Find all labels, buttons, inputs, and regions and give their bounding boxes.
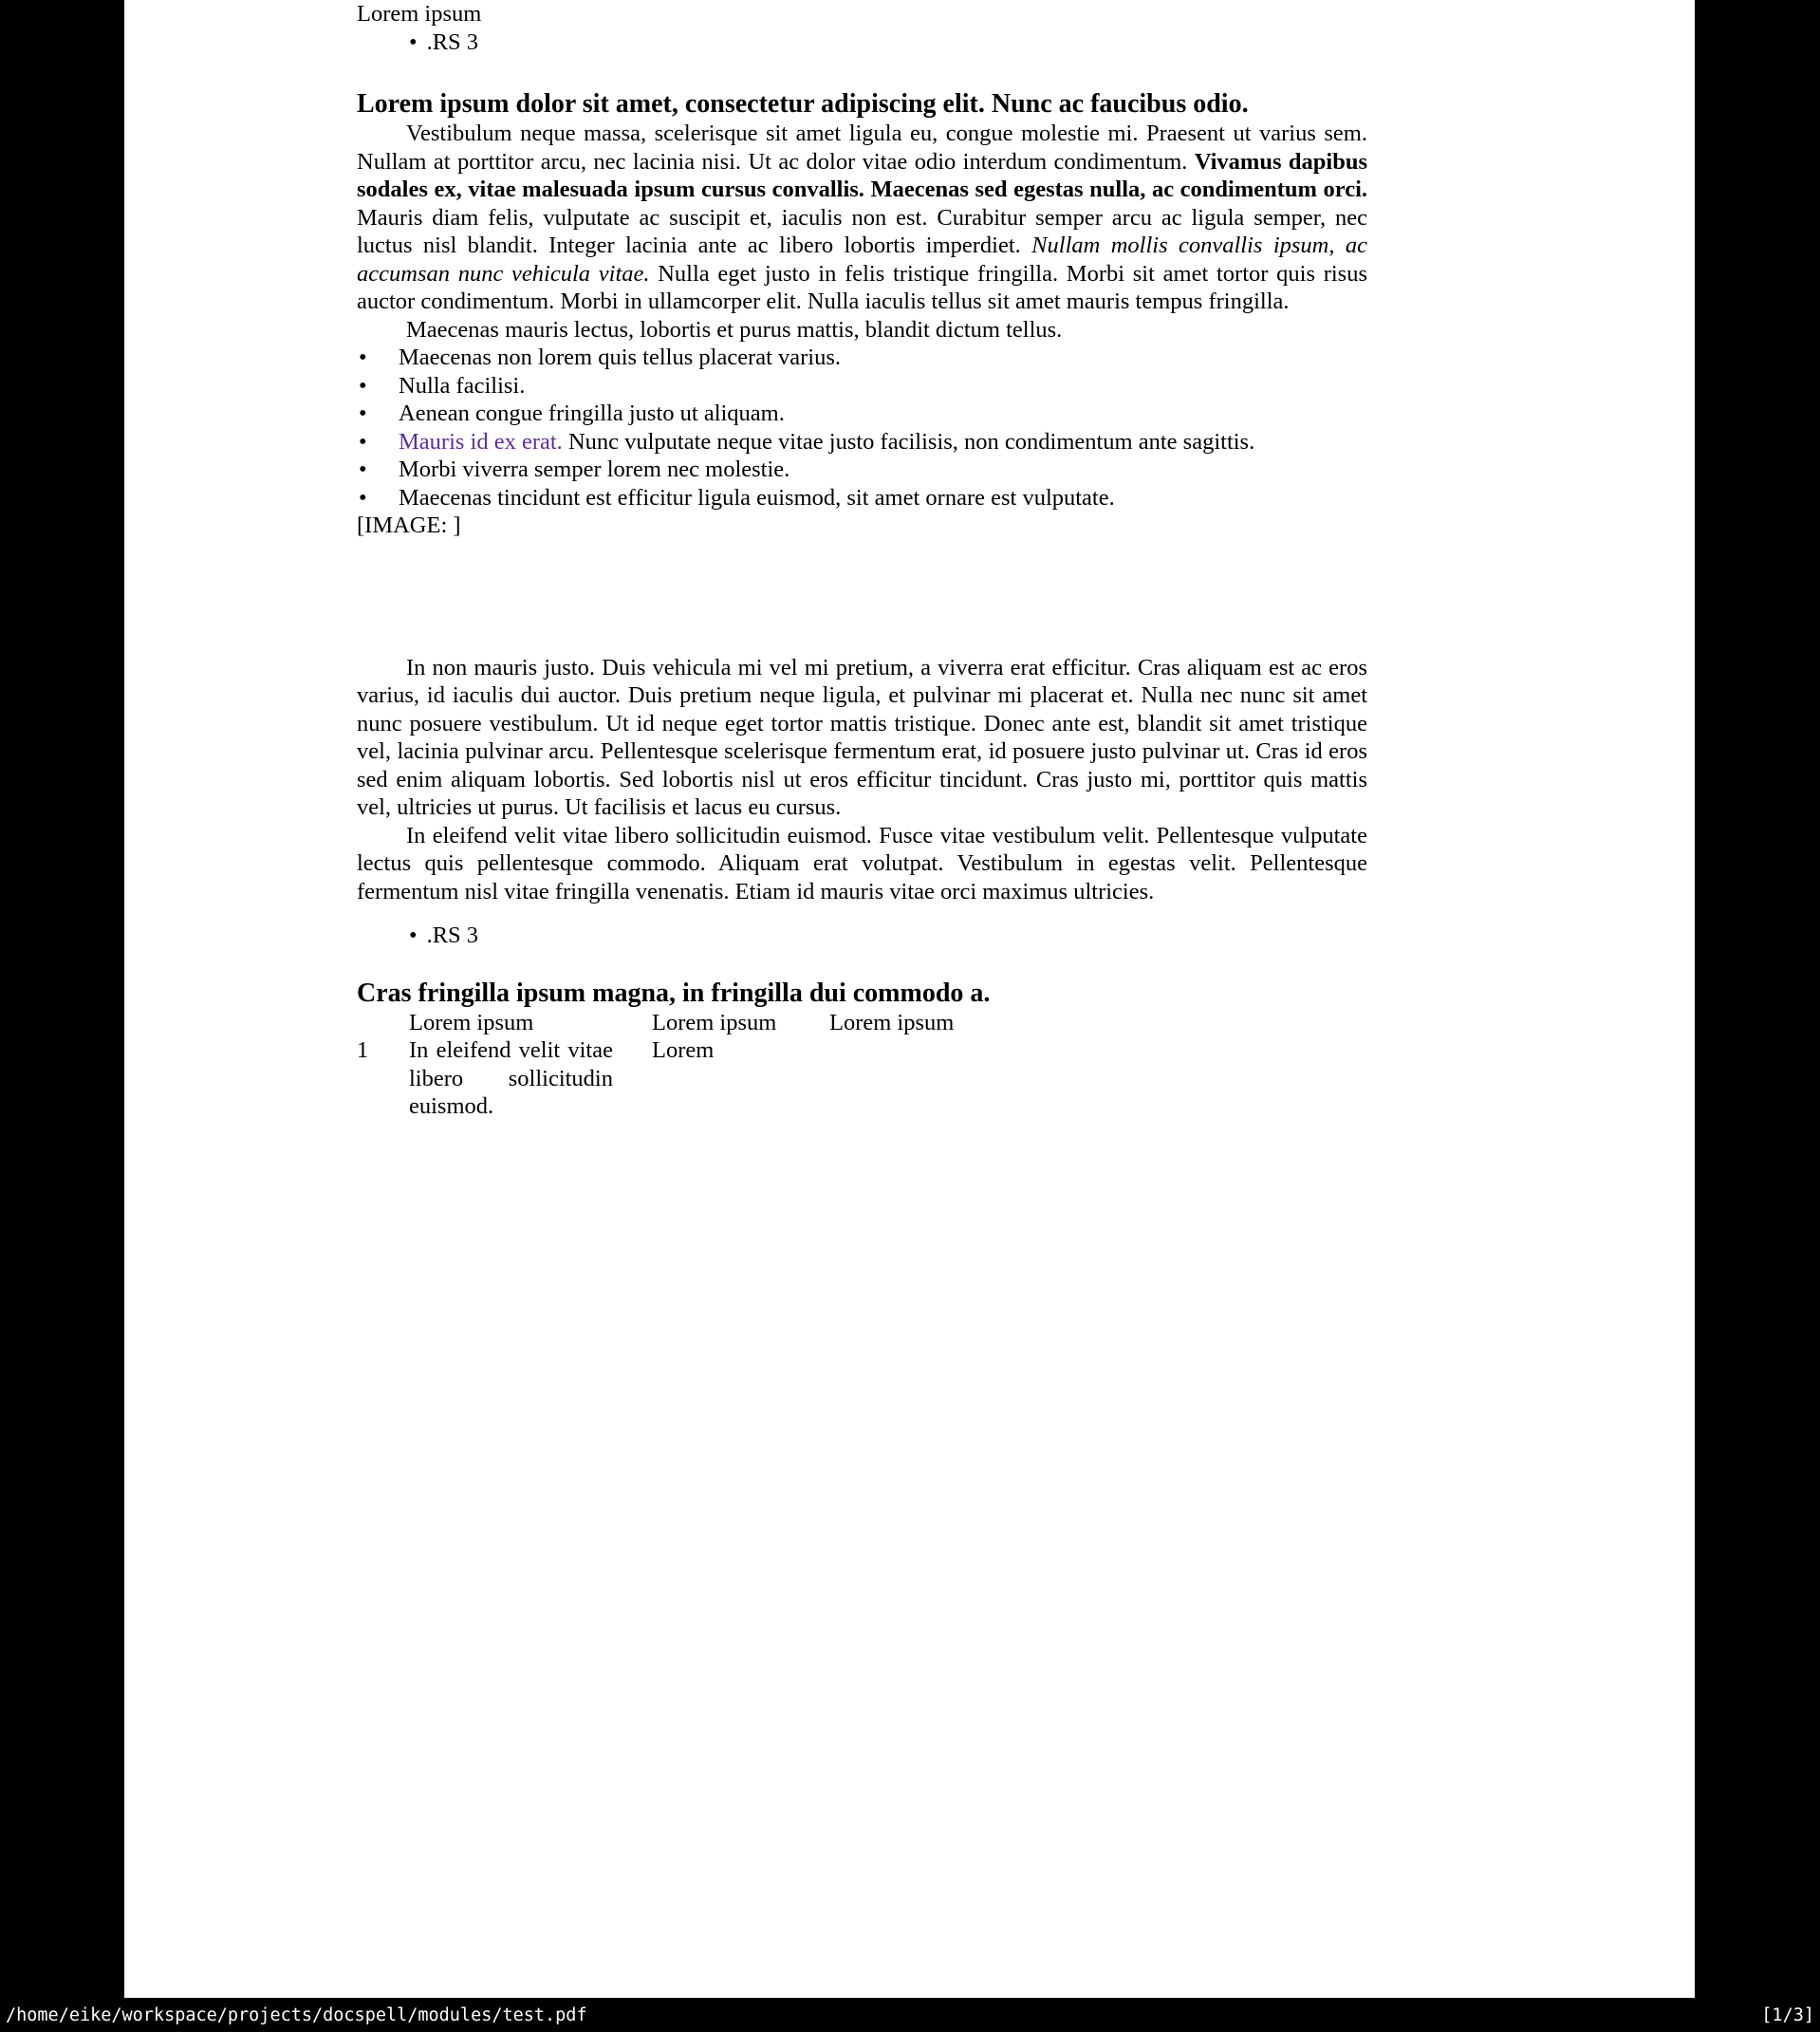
bullet-list: [357, 344, 1367, 512]
paragraph-3: In eleifend velit vitae libero sollicitudin euismod. Fusce vitae vestibulum velit. Pellentesque vulputate lectus quis pellentesque commodo. Aliquam erat volutpat. Vestibulum in egestas velit. Pellentesque fermentum nisl vitae fringilla venenatis. Etiam id mauris vitae orci maximus ultricies.: [357, 822, 1367, 904]
rs-directive-text: .RS 3: [426, 923, 479, 948]
table-row-number: 1: [357, 1037, 369, 1063]
statusbar-page-indicator: [1/3]: [1761, 2004, 1814, 2025]
bullet-icon: •: [359, 457, 367, 482]
bullet-icon: •: [359, 372, 367, 399]
lead-line: Lorem ipsum: [357, 1, 482, 27]
bullet-icon: •: [359, 401, 367, 426]
table-header-corner: [357, 1009, 409, 1037]
list-item-text-rest: Nunc vulputate neque vitae justo facilisis, non condimentum ante sagittis.: [562, 428, 1255, 455]
statusbar-filepath: /home/eike/workspace/projects/docspell/modules/test.pdf: [6, 2004, 587, 2025]
table-cell: [829, 1036, 1367, 1121]
paragraph-1-text-2: Mauris diam felis, vulputate ac suscipit et, iaculis non est. Curabitur semper arcu ac ligula semper, nec luctus nisl blandit. Integer lacinia ante ac libero lobortis imperdiet.: [357, 204, 1367, 258]
table-header: Lorem ipsum: [829, 1009, 955, 1035]
list-item: [357, 428, 1367, 457]
bullet-icon: •: [359, 428, 367, 455]
list-item-text: Aenean congue fringilla justo ut aliquam.: [399, 401, 785, 426]
table-header: Lorem ipsum: [409, 1009, 534, 1035]
document-content: [357, 0, 1367, 1121]
list-item: [357, 372, 1367, 401]
paragraph-1-italic: Nullam mollis convallis ipsum, ac accumsan nunc vehicula vitae.: [357, 233, 1367, 287]
table-header: Lorem ipsum: [652, 1009, 777, 1035]
list-item-text: Nulla facilisi.: [399, 372, 526, 399]
pdf-link-mauris[interactable]: Mauris id ex erat.: [399, 428, 563, 455]
paragraph-1-bold: Vivamus dapibus sodales ex, vitae malesuada ipsum cursus convallis. Maecenas sed egestas nulla, ac condimentum orci.: [357, 148, 1367, 202]
paragraph-1: [357, 120, 1367, 316]
list-item: [357, 344, 1367, 372]
bullet-icon: •: [359, 345, 367, 370]
table-cell: Lorem: [652, 1037, 715, 1063]
paragraph-maecenas: Maecenas mauris lectus, lobortis et purus mattis, blandit dictum tellus.: [406, 316, 1063, 343]
paragraph-1-text: Vestibulum neque massa, scelerisque sit amet ligula eu, congue molestie mi. Praesent ut varius sem. Nullam at porttitor arcu, nec lacinia nisi. Ut ac dolor vitae odio interdum condimentum.: [357, 121, 1367, 175]
list-item: [357, 400, 1367, 428]
list-item-text: Morbi viverra semper lorem nec molestie.: [399, 457, 790, 482]
statusbar: [0, 1998, 1820, 2032]
rs-directive-item: [357, 28, 1367, 57]
pdf-page: [124, 0, 1695, 1998]
paragraph-1-text-3: Nulla eget justo in felis tristique fringilla. Morbi sit amet tortor quis risus auctor condimentum. Morbi in ullamcorper elit. Nulla iaculis tellus sit amet mauris tempus fringilla.: [357, 260, 1368, 314]
rs-directive-item: [357, 922, 1367, 950]
bullet-icon: •: [359, 484, 367, 511]
list-item: [357, 484, 1367, 513]
paragraph-2: In non mauris justo. Duis vehicula mi vel mi pretium, a viverra erat efficitur. Cras aliquam est ac eros varius, id iaculis dui auctor. Duis pretium neque ligula, et pulvinar mi placerat et. Nulla nec nunc sit amet nunc posuere vestibulum. Ut id neque eget tortor mattis tristique. Donec ante est, blandit sit amet tristique vel, lacinia pulvinar arcu. Pellentesque scelerisque fermentum erat, id posuere justo pulvinar ut. Cras id eros sed enim aliquam lobortis. Sed lobortis nisl ut eros efficitur tincidunt. Cras justo mi, porttitor quis mattis vel, ultricies ut purus. Ut facilisis et lacus eu cursus.: [357, 654, 1367, 820]
list-item-text: Maecenas non lorem quis tellus placerat varius.: [399, 345, 842, 370]
list-item-text: Maecenas tincidunt est efficitur ligula euismod, sit amet ornare est vulputate.: [399, 484, 1115, 511]
section-heading-2: Cras fringilla ipsum magna, in fringilla dui commodo a.: [357, 978, 991, 1008]
bullet-icon: •: [409, 28, 418, 55]
section-heading-1: Lorem ipsum dolor sit amet, consectetur adipiscing elit. Nunc ac faucibus odio.: [357, 89, 1249, 119]
bullet-icon: •: [409, 923, 418, 948]
list-item: [357, 456, 1367, 484]
rs-directive-text: .RS 3: [426, 28, 479, 55]
image-placeholder-area: [357, 540, 1367, 654]
table-cell: In eleifend velit vitae libero sollicitudin euismod.: [409, 1037, 613, 1119]
list-item-text: [399, 428, 1367, 457]
lorem-table: [357, 1009, 1367, 1121]
image-placeholder-label: [IMAGE: ]: [357, 513, 461, 538]
